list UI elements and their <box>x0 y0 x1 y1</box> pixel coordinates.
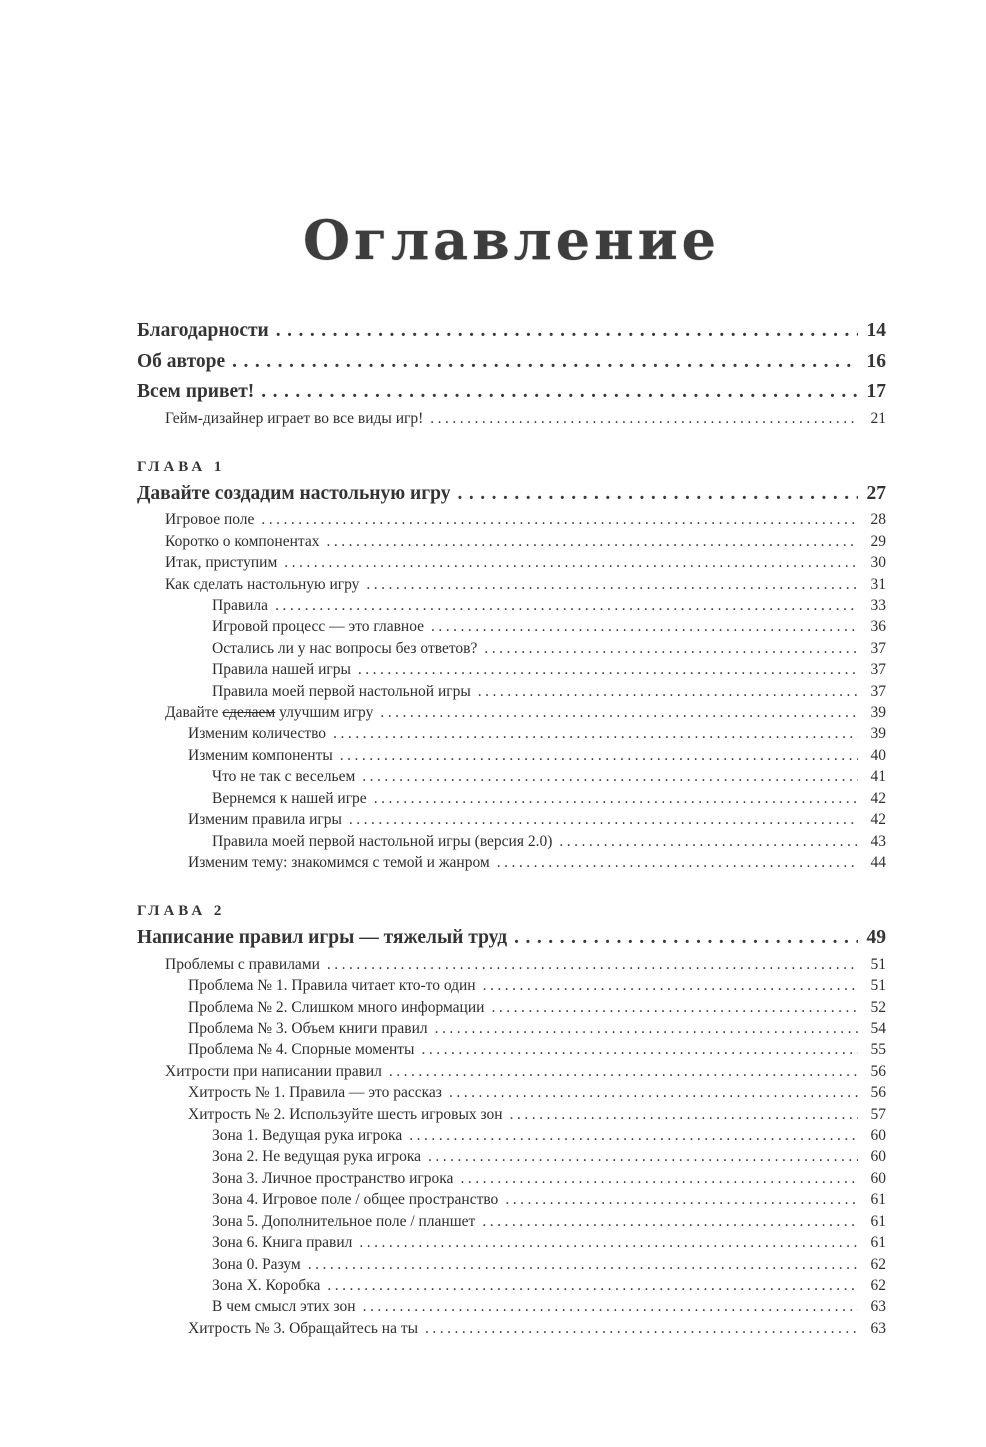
toc-entry-label: Зона 3. Личное пространство игрока <box>212 1169 454 1187</box>
dot-leader <box>510 1104 858 1125</box>
toc-entry <box>137 1018 886 1039</box>
dot-leader <box>559 831 858 852</box>
toc-entry-label: Коротко о компонентах <box>165 532 320 550</box>
toc-chapters <box>137 456 886 1339</box>
toc-entry-page: 55 <box>870 1041 886 1059</box>
toc-entry <box>137 1189 886 1210</box>
dot-leader <box>349 809 858 830</box>
toc-entry-label: Проблема № 2. Слишком много информации <box>188 998 485 1016</box>
toc-entry-label: Хитрость № 3. Обращайтесь на ты <box>188 1319 419 1337</box>
chapter-number-heading: ГЛАВА 1 <box>137 458 226 475</box>
toc-entry-label: Давайте сделаем улучшим игру <box>165 704 374 722</box>
toc-entry <box>137 954 886 975</box>
toc-entry-page: 60 <box>870 1169 886 1187</box>
dot-leader <box>421 1039 858 1060</box>
toc-entry <box>137 659 886 680</box>
toc-entry-label: Правила моей первой настольной игры (версия 2.0) <box>212 832 553 850</box>
toc-entry <box>137 1039 886 1060</box>
toc-entry <box>137 616 886 637</box>
dot-leader <box>358 659 858 680</box>
toc-entry-label: Проблема № 3. Объем книги правил <box>188 1020 428 1038</box>
toc-entry-label: Изменим правила игры <box>188 811 342 829</box>
toc-entry <box>137 638 886 659</box>
dot-leader <box>340 745 858 766</box>
toc-entry-label: Игровой процесс — это главное <box>212 618 425 636</box>
dot-leader <box>276 316 858 347</box>
toc-entry <box>137 531 886 552</box>
toc-entry-page: 56 <box>870 1084 886 1102</box>
toc-entry <box>137 766 886 787</box>
toc-entry-label: Что не так с весельем <box>212 768 356 786</box>
toc-entry-page: 61 <box>870 1191 886 1209</box>
toc-entry-page: 60 <box>870 1127 886 1145</box>
toc-entry <box>137 479 886 510</box>
dot-leader <box>327 1275 858 1296</box>
chapter-number-heading: ГЛАВА 2 <box>137 903 226 920</box>
toc-entry-label: Правила нашей игры <box>212 661 351 679</box>
dot-leader <box>514 923 858 954</box>
dot-leader <box>430 408 858 429</box>
toc-entry-page: 43 <box>870 832 886 850</box>
toc-entry-page: 49 <box>866 927 886 949</box>
toc-entry-label: Зона 1. Ведущая рука игрока <box>212 1127 403 1145</box>
toc-entry <box>137 723 886 744</box>
dot-leader <box>261 377 858 408</box>
toc-entry <box>137 702 886 723</box>
toc-entry-label: Итак, приступим <box>165 554 278 572</box>
dot-leader <box>308 1254 858 1275</box>
toc-chapter <box>137 456 886 873</box>
toc-entry <box>137 377 886 408</box>
toc-entry <box>137 831 886 852</box>
toc-entry-label: Как сделать настольную игру <box>165 575 360 593</box>
toc-entry-label: Зона 0. Разум <box>212 1255 301 1273</box>
toc-entry-page: 37 <box>870 682 886 700</box>
toc-entry <box>137 1211 886 1232</box>
toc-entry-label: Благодарности <box>137 320 269 341</box>
toc-entry-page: 51 <box>870 955 886 973</box>
toc-entry-label: Гейм-дизайнер играет во все виды игр! <box>165 409 424 427</box>
dot-leader <box>275 595 858 616</box>
toc-entry <box>137 552 886 573</box>
toc-entry-page: 31 <box>870 575 886 593</box>
dot-leader <box>482 1211 858 1232</box>
toc-entry-page: 28 <box>870 511 886 529</box>
toc-entry-page: 21 <box>870 409 886 427</box>
toc-entry <box>137 923 886 954</box>
toc-entry-label: Правила моей первой настольной игры <box>212 682 471 700</box>
toc-entry-label: Вернемся к нашей игре <box>212 789 367 807</box>
toc-entry-label: Зона 6. Книга правил <box>212 1234 353 1252</box>
toc-front <box>137 316 886 429</box>
toc-entry-label: Давайте создадим настольную игру <box>137 482 451 504</box>
dot-leader <box>431 616 858 637</box>
toc-entry-page: 29 <box>870 532 886 550</box>
toc-entry <box>137 1318 886 1339</box>
page-title: Оглавление <box>302 208 721 272</box>
toc-entry-page: 37 <box>870 639 886 657</box>
toc-entry <box>137 316 886 347</box>
toc-entry <box>137 1125 886 1146</box>
toc-entry-label: Остались ли у нас вопросы без ответов? <box>212 639 478 657</box>
toc-entry <box>137 852 886 873</box>
toc-entry <box>137 1232 886 1253</box>
dot-leader <box>359 1232 858 1253</box>
toc-entry-label: Проблема № 4. Спорные моменты <box>188 1041 415 1059</box>
toc-entry-page: 62 <box>870 1255 886 1273</box>
toc-entry-page: 14 <box>866 320 886 341</box>
dot-leader <box>374 788 858 809</box>
toc-entry-label: Хитрость № 1. Правила — это рассказ <box>188 1084 442 1102</box>
toc-entry-label: Зона 2. Не ведущая рука игрока <box>212 1148 422 1166</box>
dot-leader <box>366 574 858 595</box>
dot-leader <box>232 347 858 378</box>
dot-leader <box>483 975 858 996</box>
toc-entry-page: 51 <box>870 977 886 995</box>
toc-entry-label: Правила <box>212 597 269 615</box>
toc-entry <box>137 1082 886 1103</box>
dot-leader <box>449 1082 858 1103</box>
toc-entry <box>137 1254 886 1275</box>
dot-leader <box>284 552 858 573</box>
toc-entry <box>137 809 886 830</box>
toc-entry <box>137 1061 886 1082</box>
toc-entry-page: 52 <box>870 998 886 1016</box>
dot-leader <box>457 479 858 510</box>
dot-leader <box>425 1318 858 1339</box>
dot-leader <box>460 1168 858 1189</box>
toc-entry-page: 42 <box>870 789 886 807</box>
toc-entry-page: 63 <box>870 1298 886 1316</box>
toc-entry <box>137 788 886 809</box>
dot-leader <box>363 1296 858 1317</box>
toc-entry <box>137 745 886 766</box>
dot-leader <box>327 531 859 552</box>
dot-leader <box>327 954 858 975</box>
toc-entry <box>137 1146 886 1167</box>
toc-entry <box>137 347 886 378</box>
toc-entry-page: 17 <box>866 381 886 402</box>
toc-entry-page: 62 <box>870 1276 886 1294</box>
toc-entry <box>137 1168 886 1189</box>
toc-entry-page: 56 <box>870 1062 886 1080</box>
dot-leader <box>497 852 858 873</box>
toc-entry-label: Изменим количество <box>188 725 327 743</box>
toc-entry-label: Изменим компоненты <box>188 746 333 764</box>
dot-leader <box>333 723 858 744</box>
toc-entry <box>137 595 886 616</box>
strikethrough-text: сделаем <box>222 704 276 722</box>
toc-entry-page: 16 <box>866 350 886 372</box>
toc-entry-page: 30 <box>870 554 886 572</box>
toc-entry <box>137 997 886 1018</box>
dot-leader <box>505 1189 858 1210</box>
toc-entry-page: 61 <box>870 1234 886 1252</box>
toc-entry-label: Изменим тему: знакомимся с темой и жанром <box>188 853 490 871</box>
toc-entry <box>137 681 886 702</box>
dot-leader <box>409 1125 858 1146</box>
toc-entry-label: Всем привет! <box>137 381 255 402</box>
toc-entry-label: Зона 5. Дополнительное поле / планшет <box>212 1212 476 1230</box>
toc-entry-page: 39 <box>870 704 886 722</box>
dot-leader <box>389 1061 858 1082</box>
toc-entry <box>137 975 886 996</box>
dot-leader <box>435 1018 858 1039</box>
toc-entry-page: 41 <box>870 768 886 786</box>
dot-leader <box>491 997 858 1018</box>
toc-entry <box>137 574 886 595</box>
toc-entry-page: 61 <box>870 1212 886 1230</box>
dot-leader <box>261 509 858 530</box>
toc-entry <box>137 1296 886 1317</box>
toc-entry-page: 39 <box>870 725 886 743</box>
toc-entry <box>137 1104 886 1125</box>
toc-entry-page: 37 <box>870 661 886 679</box>
toc-entry-page: 36 <box>870 618 886 636</box>
toc-entry-label: Об авторе <box>137 350 226 372</box>
dot-leader <box>478 681 858 702</box>
toc-entry-label: Зона Х. Коробка <box>212 1276 321 1294</box>
toc-entry-label: Проблемы с правилами <box>165 955 320 973</box>
toc-entry-label: Написание правил игры — тяжелый труд <box>137 927 508 949</box>
toc-entry <box>137 408 886 429</box>
toc-entry-page: 44 <box>870 853 886 871</box>
toc-entry-label: В чем смысл этих зон <box>212 1298 356 1316</box>
toc-entry-label: Зона 4. Игровое поле / общее пространство <box>212 1191 499 1209</box>
toc-chapter <box>137 900 886 1339</box>
toc-entry-page: 54 <box>870 1020 886 1038</box>
toc-entry-label: Проблема № 1. Правила читает кто-то один <box>188 977 476 995</box>
toc-entry-page: 42 <box>870 811 886 829</box>
toc-entry-page: 63 <box>870 1319 886 1337</box>
toc-entry-page: 33 <box>870 597 886 615</box>
dot-leader <box>362 766 858 787</box>
toc-entry-page: 57 <box>870 1105 886 1123</box>
toc-entry-page: 27 <box>866 482 886 504</box>
toc-entry-label: Игровое поле <box>165 511 255 529</box>
toc-entry <box>137 1275 886 1296</box>
dot-leader <box>428 1146 858 1167</box>
toc-entry-label: Хитрость № 2. Используйте шесть игровых зон <box>188 1105 503 1123</box>
toc-entry-page: 40 <box>870 746 886 764</box>
dot-leader <box>484 638 858 659</box>
toc-entry <box>137 509 886 530</box>
toc-entry-label: Хитрости при написании правил <box>165 1062 382 1080</box>
toc-entry-page: 60 <box>870 1148 886 1166</box>
dot-leader <box>380 702 858 723</box>
